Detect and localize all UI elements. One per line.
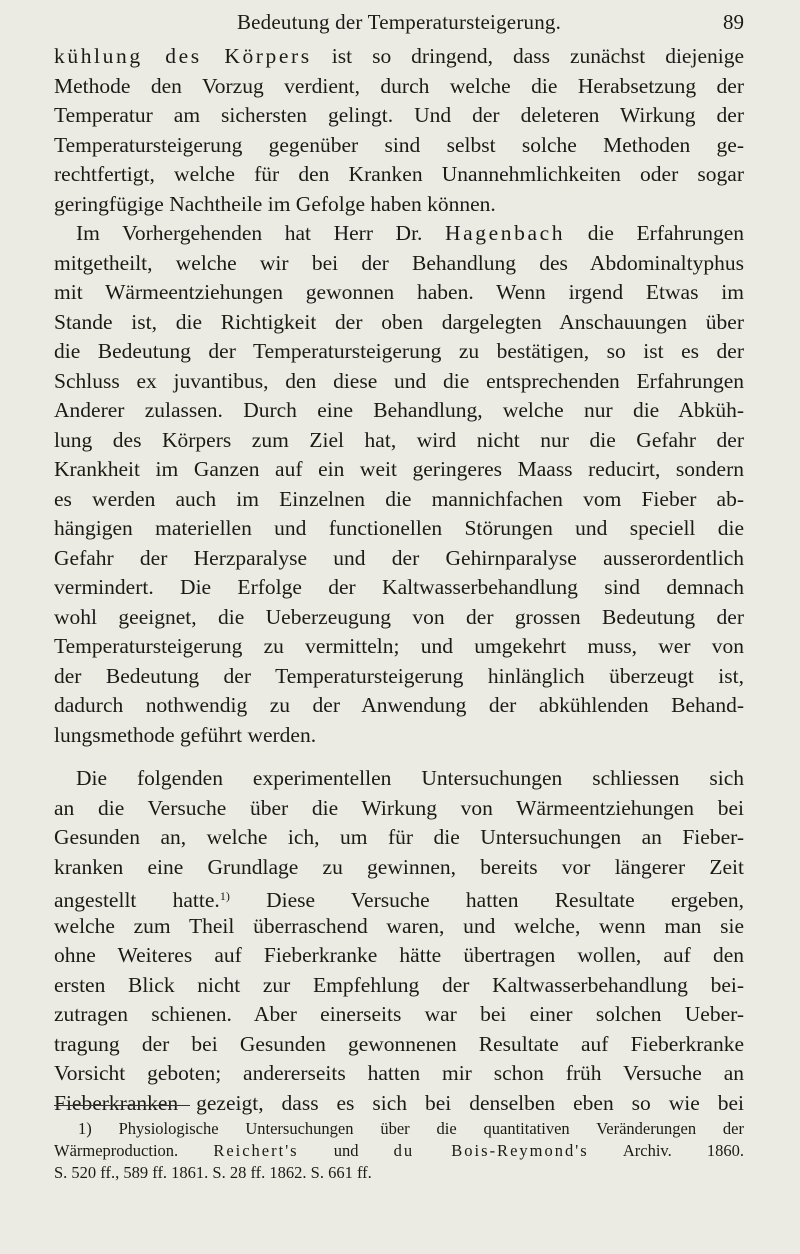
text-line: zutragen schienen. Aber einerseits war bei einer solchen Ueber- — [54, 1002, 744, 1026]
text-line: Die folgenden experimentellen Untersuchungen schliessen sich — [76, 766, 744, 790]
text-line: mitgetheilt, welche wir bei der Behandlung des Abdominaltyphus — [54, 250, 744, 275]
text-line: lung des Körpers zum Ziel hat, wird nicht nur die Gefahr der — [54, 427, 744, 452]
text-line: Stande ist, die Richtigkeit der oben dargelegten Anschauungen über — [54, 309, 744, 334]
text-line: Methode den Vorzug verdient, durch welche die Herabsetzung der — [54, 73, 744, 98]
text-line: Gefahr der Herzparalyse und der Gehirnparalyse ausserordentlich — [54, 545, 744, 570]
text-line: Temperatur am sichersten gelingt. Und der deleteren Wirkung der — [54, 103, 744, 127]
text-line: Fieberkranken gezeigt, dass es sich bei denselben eben so wie bei — [54, 1090, 744, 1115]
author-name: Reichert's — [213, 1141, 299, 1160]
text-line: Im Vorhergehenden hat Herr Dr. Hagenbach die Erfahrungen — [76, 221, 744, 245]
text-line: Gesunden an, welche ich, um für die Untersuchungen an Fieber- — [54, 825, 744, 849]
footnote-marker: 1) — [219, 889, 230, 903]
text-line: Anderer zulassen. Durch eine Behandlung, welche nur die Abküh- — [54, 398, 744, 422]
page-number: 89 — [723, 10, 744, 34]
footnote — [54, 1118, 744, 1184]
text-line: an die Versuche über die Wirkung von Wärmeentziehungen bei — [54, 795, 744, 820]
text-line: ohne Weiteres auf Fieberkranke hätte übertragen wollen, auf den — [54, 943, 744, 967]
paragraph-gap — [54, 750, 744, 764]
author-name: du Bois-Reymond's — [393, 1141, 589, 1160]
text-line: rechtfertigt, welche für den Kranken Unannehmlichkeiten oder sogar — [54, 162, 744, 186]
running-title: Bedeutung der Temperatursteigerung. — [236, 10, 562, 34]
text-line: Schluss ex juvantibus, den diese und die entsprechenden Erfahrungen — [54, 368, 744, 393]
text-line: welche zum Theil überraschend waren, und welche, wenn man sie — [54, 913, 744, 938]
text-line: es werden auch im Einzelnen die mannichfachen vom Fieber ab- — [54, 486, 744, 511]
footnote-line: S. 520 ff., 589 ff. 1861. S. 28 ff. 1862. S. 661 ff. — [54, 1163, 372, 1182]
body-text — [54, 42, 744, 1118]
text-line: hängigen materiellen und functionellen Störungen und speciell die — [54, 516, 744, 540]
text-line: geringfügige Nachtheile im Gefolge haben können. — [54, 191, 496, 216]
text-line: lungsmethode geführt werden. — [54, 722, 317, 747]
text-line: tragung der bei Gesunden gewonnenen Resultate auf Fieberkranke — [54, 1031, 744, 1056]
text-line: Temperatursteigerung zu vermitteln; und umgekehrt muss, wer von — [54, 634, 744, 658]
spaced-text: kühlung des Körpers — [54, 44, 312, 68]
text-line: angestellt hatte.$^{1)}$ Diese Versuche hatten Resultate ergeben, — [54, 888, 745, 912]
footnote-line: 1) Physiologische Untersuchungen über die quantitativen Veränderungen der — [78, 1119, 744, 1138]
footnote-divider — [54, 1105, 190, 1106]
footnote-line: Wärmeproduction. Reichert's und du Bois-Reymond's Archiv. 1860. — [54, 1141, 745, 1160]
text-line: ersten Blick nicht zur Empfehlung der Kaltwasserbehandlung bei- — [54, 972, 744, 997]
author-name: Hagenbach — [445, 221, 566, 245]
text-line: wohl geeignet, die Ueberzeugung von der grossen Bedeutung der — [54, 604, 744, 629]
text-line: kranken eine Grundlage zu gewinnen, bereits vor längerer Zeit — [54, 854, 744, 879]
text-line: der Bedeutung der Temperatursteigerung hinlänglich überzeugt ist, — [54, 663, 744, 688]
text-line: vermindert. Die Erfolge der Kaltwasserbehandlung sind demnach — [54, 575, 744, 599]
text-line: mit Wärmeentziehungen gewonnen haben. Wenn irgend Etwas im — [54, 280, 744, 304]
text-line: Vorsicht geboten; andererseits hatten mir schon früh Versuche an — [54, 1061, 744, 1085]
text-line: Temperatursteigerung gegenüber sind selbst solche Methoden ge- — [54, 132, 744, 157]
text-line: Krankheit im Ganzen auf ein weit geringeres Maass reducirt, sondern — [54, 457, 744, 481]
running-header — [54, 10, 744, 40]
text-line: kühlung des Körpers ist so dringend, dass zunächst diejenige — [54, 44, 744, 68]
text-line: dadurch nothwendig zu der Anwendung der abkühlenden Behand- — [54, 693, 744, 717]
text-line: die Bedeutung der Temperatursteigerung zu bestätigen, so ist es der — [54, 339, 744, 363]
